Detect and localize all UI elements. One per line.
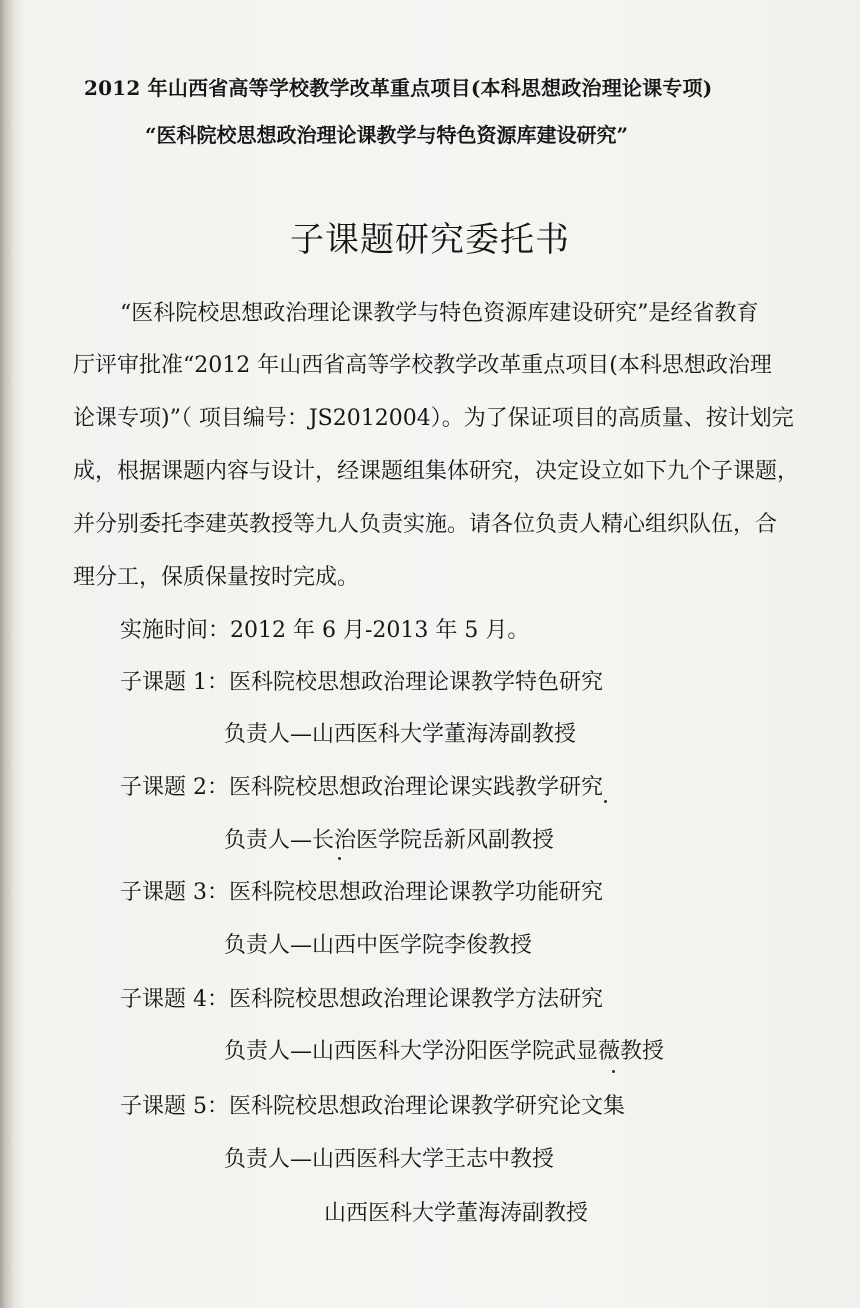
subtopic-4-title: 子课题 4：医科院校思想政治理论课教学方法研究 — [120, 987, 603, 1012]
body-paragraph-line-4: 成，根据课题内容与设计，经课题组集体研究，决定设立如下九个子课题， — [73, 459, 800, 484]
body-paragraph-line-6: 理分工，保质保量按时完成。 — [73, 565, 360, 590]
subtopic-5-person-extra: 山西医科大学董海涛副教授 — [324, 1201, 589, 1226]
binding-shadow — [0, 0, 14, 1308]
subtopic-3-person: 负责人—山西中医学院李俊教授 — [224, 933, 533, 958]
implementation-period: 实施时间：2012 年 6 月-2013 年 5 月。 — [120, 618, 530, 643]
subtopic-5-person: 负责人—山西医科大学王志中教授 — [224, 1147, 555, 1172]
subtopic-4-person: 负责人—山西医科大学汾阳医学院武显薇教授 — [224, 1039, 665, 1064]
subtopic-1-title: 子课题 1：医科院校思想政治理论课教学特色研究 — [120, 670, 603, 695]
body-paragraph-line-3: 论课专项)”（ 项目编号：JS2012004）。为了保证项目的高质量、按计划完 — [73, 406, 794, 431]
scan-speck — [612, 1070, 615, 1073]
scan-speck — [604, 800, 607, 803]
page-title: 子课题研究委托书 — [290, 220, 570, 260]
subtopic-2-title: 子课题 2：医科院校思想政治理论课实践教学研究 — [120, 775, 603, 800]
scan-speck — [338, 857, 341, 860]
subtopic-5-title: 子课题 5：医科院校思想政治理论课教学研究论文集 — [120, 1094, 625, 1119]
body-paragraph-line-2: 厅评审批准“2012 年山西省高等学校教学改革重点项目(本科思想政治理 — [73, 353, 772, 378]
project-header-line-2: “医科院校思想政治理论课教学与特色资源库建设研究” — [145, 123, 629, 147]
subtopic-2-person: 负责人—长治医学院岳新风副教授 — [224, 828, 555, 853]
project-header-line-1: 2012 年山西省高等学校教学改革重点项目(本科思想政治理论课专项) — [84, 76, 713, 100]
subtopic-1-person: 负责人—山西医科大学董海涛副教授 — [224, 722, 577, 747]
subtopic-3-title: 子课题 3：医科院校思想政治理论课教学功能研究 — [120, 880, 603, 905]
body-paragraph-line-1: “医科院校思想政治理论课教学与特色资源库建设研究”是经省教育 — [120, 301, 759, 326]
body-paragraph-line-5: 并分别委托李建英教授等九人负责实施。请各位负责人精心组织队伍，合 — [73, 512, 778, 537]
